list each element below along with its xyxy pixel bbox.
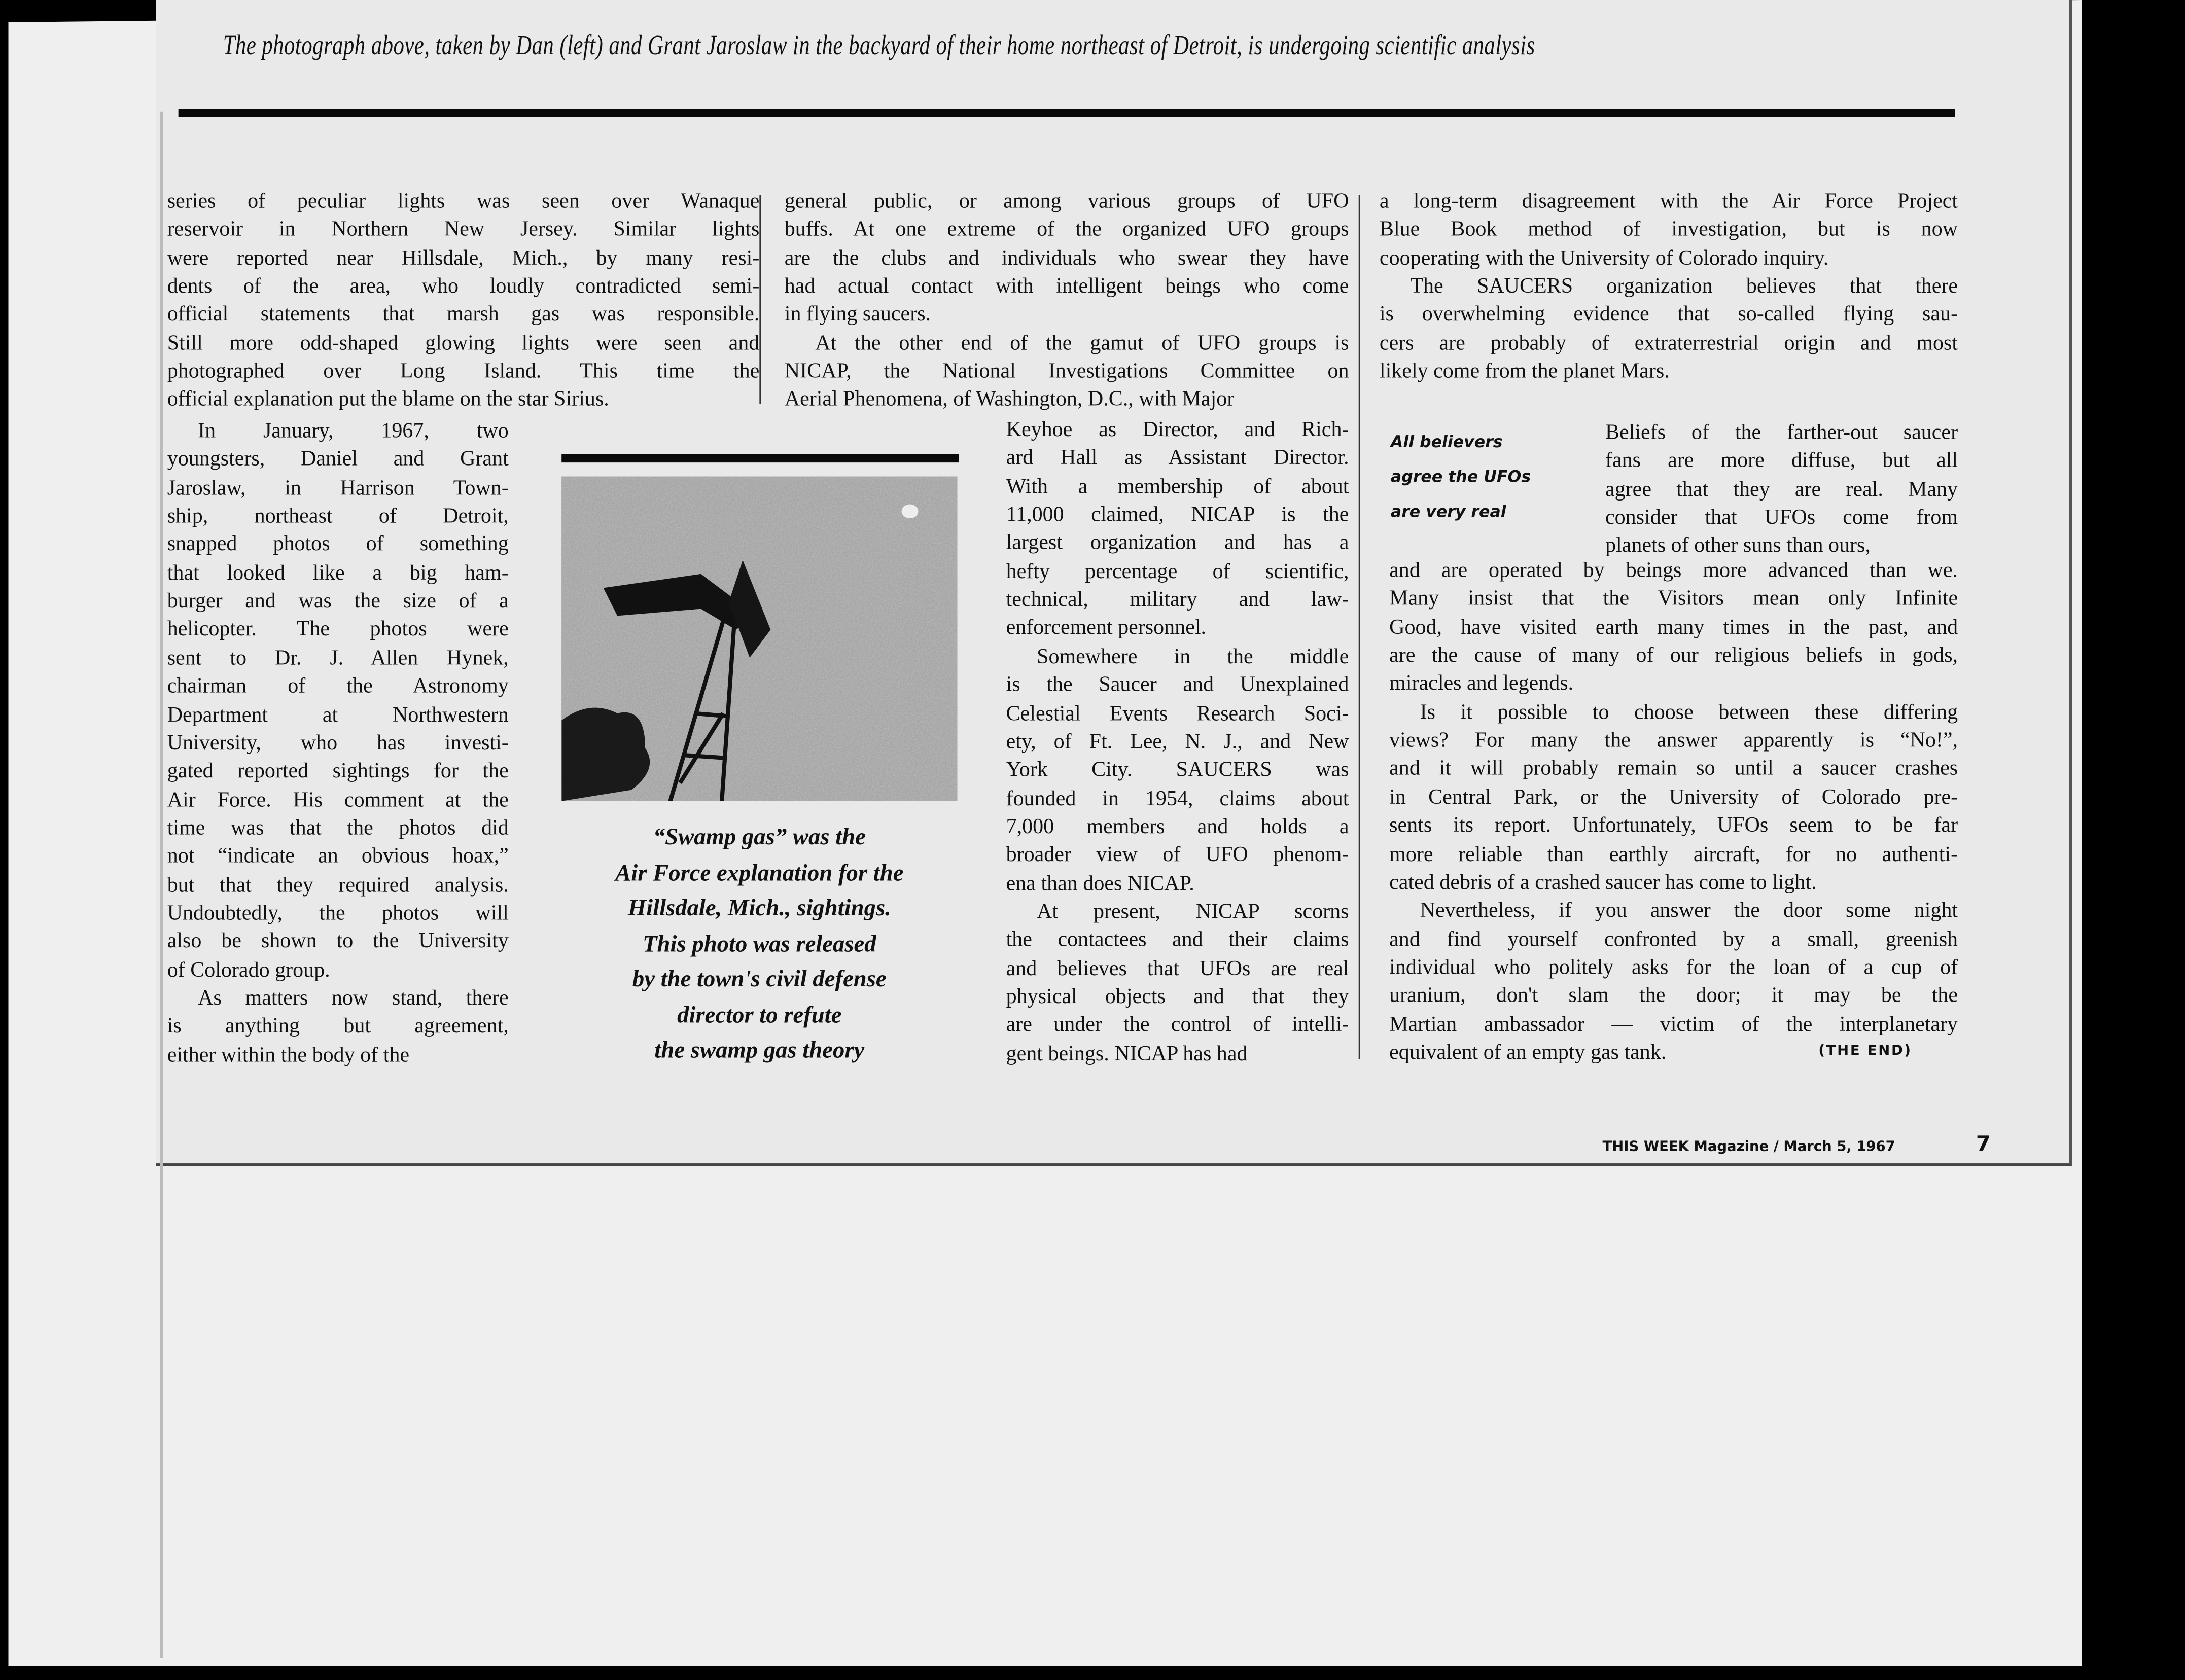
text-line: Aerial Phenomena, of Washington, D.C., with Major (784, 387, 1235, 412)
text-line: Martian ambassador — victim of the interplanetary (1389, 1012, 1958, 1036)
text-line: is overwhelming evidence that so-called flying sau- (1379, 303, 1958, 327)
caption-line: “Swamp gas” was the (653, 823, 866, 850)
text-line: and believes that UFOs are real (1006, 956, 1349, 981)
text-line: As matters now stand, there (198, 986, 509, 1010)
text-line: cooperating with the University of Colorado inquiry. (1379, 246, 1829, 270)
page-edge (160, 112, 163, 1658)
text-line: in Central Park, or the University of Colorado pre- (1389, 785, 1958, 809)
text-line: either within the body of the (167, 1043, 410, 1067)
text-line: 7,000 members and holds a (1006, 814, 1349, 839)
text-line: are the clubs and individuals who swear they have (784, 246, 1349, 270)
text-line: broader view of UFO phenom- (1006, 843, 1349, 867)
text-line: had actual contact with intelligent beings who come (784, 274, 1349, 299)
text-line: and find yourself confronted by a small, greenish (1389, 927, 1958, 951)
text-line: series of peculiar lights was seen over Wanaque (167, 189, 760, 213)
text-line: NICAP, the National Investigations Committee on (784, 360, 1349, 383)
text-line: helicopter. The photos were (167, 618, 509, 642)
text-line: were reported near Hillsdale, Mich., by many resi- (167, 246, 760, 270)
text-line: hefty percentage of scientific, (1006, 559, 1349, 584)
text-line: reservoir in Northern New Jersey. Similar lights (167, 218, 760, 242)
text-line: At the other end of the gamut of UFO groups is (815, 331, 1349, 355)
text-line: physical objects and that they (1006, 985, 1349, 1009)
caption-line: by the town's civil defense (632, 965, 887, 992)
column-divider (1359, 195, 1360, 1059)
text-line: that looked like a big ham- (167, 561, 509, 585)
text-line: York City. SAUCERS was (1006, 758, 1349, 782)
text-line: are under the control of intelli- (1006, 1013, 1349, 1038)
text-line: snapped photos of something (167, 532, 509, 557)
text-line: planets of other suns than ours, (1605, 534, 1871, 558)
text-line: technical, military and law- (1006, 588, 1349, 612)
text-line: ety, of Ft. Lee, N. J., and New (1006, 730, 1349, 754)
text-line: gated reported sightings for the (167, 759, 509, 783)
text-line: largest organization and has a (1006, 531, 1349, 555)
text-line: dents of the area, who loudly contradicted semi- (167, 274, 760, 299)
footer-credit: THIS WEEK Magazine / March 5, 1967 (1602, 1139, 1895, 1155)
text-line: likely come from the planet Mars. (1379, 360, 1670, 383)
text-line: is anything but agreement, (167, 1015, 509, 1039)
text-line: in flying saucers. (784, 303, 931, 327)
caption-line: Air Force explanation for the (615, 859, 904, 885)
text-line: sent to Dr. J. Allen Hynek, (167, 646, 509, 670)
text-line: official explanation put the blame on the star Sirius. (167, 387, 609, 412)
text-line: Good, have visited earth many times in the past, and (1389, 615, 1958, 639)
text-line: official statements that marsh gas was responsible. (167, 303, 760, 327)
text-line: gent beings. NICAP has had (1006, 1042, 1248, 1065)
text-line: a long-term disagreement with the Air Force Project (1379, 189, 1958, 213)
text-line: but that they required analysis. (167, 873, 509, 897)
caption-line: This photo was released (643, 930, 876, 957)
text-line: 11,000 claimed, NICAP is the (1006, 503, 1349, 527)
text-line: Blue Book method of investigation, but is now (1379, 218, 1958, 242)
text-line: Keyhoe as Director, and Rich- (1006, 418, 1349, 442)
pull-quote-line: All believers (1390, 432, 1503, 452)
text-line: sents its report. Unfortunately, UFOs seem to be far (1389, 813, 1958, 838)
caption-line: Hillsdale, Mich., sightings. (627, 894, 891, 921)
text-line: ard Hall as Assistant Director. (1006, 446, 1349, 470)
text-line: At present, NICAP scorns (1037, 900, 1349, 924)
text-line: Still more odd-shaped glowing lights were seen and (167, 331, 760, 355)
text-line: of Colorado group. (167, 958, 330, 982)
text-line: cers are probably of extraterrestrial origin and most (1379, 331, 1958, 355)
text-line: the contactees and their claims (1006, 928, 1349, 952)
text-line: is the Saucer and Unexplained (1006, 673, 1349, 697)
text-line: Somewhere in the middle (1037, 645, 1349, 669)
end-mark: (THE END) (1818, 1043, 1912, 1059)
text-line: individual who politely asks for the loan of a cup of (1389, 955, 1958, 980)
page-number: 7 (1976, 1131, 1991, 1157)
text-line: With a membership of about (1006, 475, 1349, 498)
text-line: Nevertheless, if you answer the door some night (1420, 899, 1958, 923)
pull-quote (1391, 425, 1531, 529)
text-line: chairman of the Astronomy (167, 674, 509, 698)
text-line: In January, 1967, two (198, 419, 509, 443)
text-line: Department at Northwestern (167, 703, 509, 727)
text-line: buffs. At one extreme of the organized UFO groups (784, 218, 1349, 242)
text-line: consider that UFOs come from (1605, 506, 1958, 530)
header-rule (179, 109, 1955, 117)
photo-rule (561, 454, 959, 462)
photo-caption-top: The photograph above, taken by Dan (left) and Grant Jaroslaw in the backyard of their home northeast of Detroit, is undergoing scientific analysis (223, 30, 1535, 61)
text-line: uranium, don't slam the door; it may be the (1389, 984, 1958, 1008)
text-line: miracles and legends. (1389, 672, 1574, 696)
text-line: Undoubtedly, the photos will (167, 901, 509, 925)
windmill-silhouette-icon (561, 477, 957, 801)
column-divider (759, 195, 761, 404)
text-line: and are operated by beings more advanced than we. (1389, 558, 1958, 583)
pull-quote-line: are very real (1390, 502, 1506, 521)
text-line: not “indicate an obvious hoax,” (167, 844, 509, 869)
windmill-photo (561, 477, 957, 801)
photo-caption (550, 819, 968, 1067)
text-line: enforcement personnel. (1006, 616, 1207, 640)
text-line: burger and was the size of a (167, 589, 509, 614)
text-line: agree that they are real. Many (1605, 477, 1958, 502)
text-line: Air Force. His comment at the (167, 788, 509, 812)
text-line: and it will probably remain so until a saucer crashes (1389, 757, 1958, 781)
text-line: founded in 1954, claims about (1006, 787, 1349, 810)
text-line: youngsters, Daniel and Grant (167, 447, 509, 472)
text-line: fans are more diffuse, but all (1605, 449, 1958, 473)
text-line: Is it possible to choose between these differing (1420, 700, 1958, 724)
text-line: also be shown to the University (167, 930, 509, 954)
text-line: Jaroslaw, in Harrison Town- (167, 476, 509, 500)
text-line: Celestial Events Research Soci- (1006, 701, 1349, 726)
text-line: Beliefs of the farther-out saucer (1605, 420, 1958, 445)
caption-line: the swamp gas theory (654, 1036, 865, 1063)
text-line: general public, or among various groups of UFO (784, 189, 1349, 213)
text-line: more reliable than earthly aircraft, for no authenti- (1389, 842, 1958, 866)
text-line: The SAUCERS organization believes that there (1410, 274, 1958, 299)
text-line: ship, northeast of Detroit, (167, 504, 509, 528)
text-line: photographed over Long Island. This time the (167, 360, 760, 383)
text-line: equivalent of an empty gas tank. (1389, 1041, 1667, 1064)
text-line: University, who has investi- (167, 731, 509, 755)
text-line: Many insist that the Visitors mean only Infinite (1389, 587, 1958, 611)
text-line: time was that the photos did (167, 816, 509, 840)
pull-quote-line: agree the UFOs (1390, 467, 1531, 486)
text-line: cated debris of a crashed saucer has come to light. (1389, 870, 1817, 895)
caption-line: director to refute (677, 1001, 842, 1028)
text-line: views? For many the answer apparently is “No!”, (1389, 729, 1958, 753)
text-line: ena than does NICAP. (1006, 871, 1194, 896)
text-line: are the cause of many of our religious beliefs in gods, (1389, 644, 1958, 668)
